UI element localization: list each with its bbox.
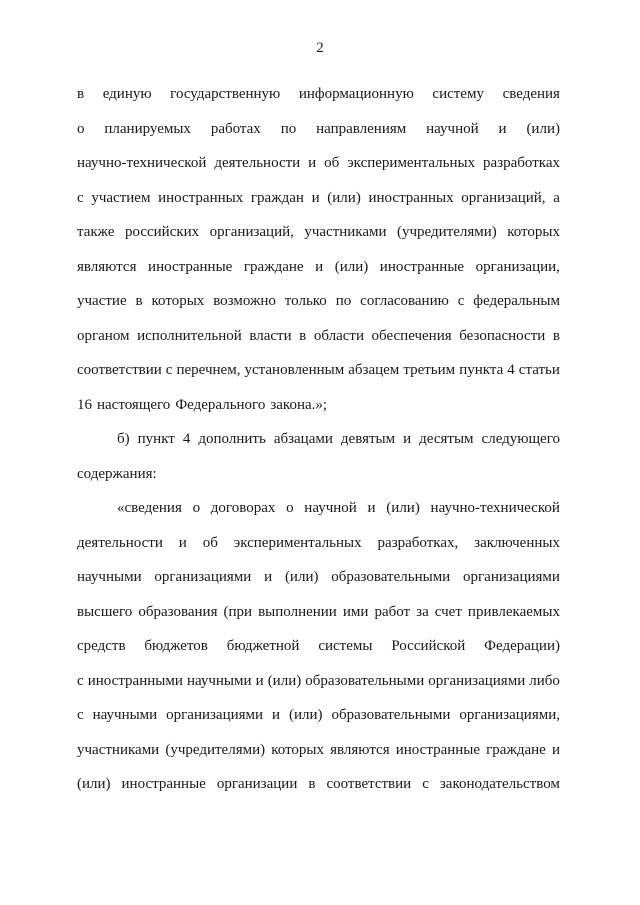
word: счет <box>434 603 462 620</box>
word: высшего <box>77 603 133 620</box>
word: научно-технической <box>430 500 560 516</box>
word: третьим <box>403 362 456 378</box>
text-line <box>77 698 560 733</box>
word: государственную <box>170 86 281 102</box>
word: организациями <box>463 569 560 585</box>
word: организаций, <box>461 189 546 206</box>
word: организациями <box>428 672 526 689</box>
word: девятым <box>340 431 396 447</box>
word: и <box>498 120 507 137</box>
word: являются <box>330 741 390 758</box>
text-line <box>77 319 560 354</box>
word: иностранных <box>158 189 244 206</box>
word: установленным <box>244 362 345 378</box>
word: власти <box>249 327 292 344</box>
text-line <box>77 112 560 147</box>
word: следующего <box>481 431 560 447</box>
text-line <box>77 284 560 319</box>
word: только <box>284 293 327 309</box>
word: выполнении <box>258 603 337 620</box>
word: перечнем, <box>176 362 241 378</box>
text-line <box>77 526 560 561</box>
word: в <box>552 327 560 344</box>
word: иностранные <box>121 776 206 792</box>
word: статьи <box>518 362 560 378</box>
word: планируемых <box>104 120 191 137</box>
word: договорах <box>210 500 276 516</box>
word: по <box>280 120 297 137</box>
word: об <box>202 534 218 551</box>
word: участие <box>77 293 127 309</box>
text-line <box>77 388 560 423</box>
word: б) <box>117 431 130 447</box>
word: организаций, <box>209 224 294 240</box>
word: которых <box>271 741 325 758</box>
word: участниками <box>304 224 387 240</box>
word: привлекаемых <box>467 603 560 620</box>
word: которых <box>151 293 205 309</box>
word: законодательством <box>439 776 560 792</box>
word: граждане <box>243 258 304 275</box>
word: научной <box>426 120 479 137</box>
word: деятельности <box>214 155 301 171</box>
word: (или) <box>288 707 323 723</box>
word: бюджетной <box>226 638 300 654</box>
word: в <box>77 86 85 102</box>
word: единую <box>102 86 152 102</box>
word: систему <box>432 86 484 102</box>
word: разработках, <box>377 534 459 551</box>
word: и <box>255 672 264 689</box>
word: работах <box>210 120 261 137</box>
word: и <box>367 500 376 516</box>
word: о <box>286 500 294 516</box>
word: ими <box>342 603 369 620</box>
word: области <box>313 327 364 344</box>
word: участием <box>91 189 151 206</box>
word: (учредителями) <box>396 224 497 240</box>
word: заключенных <box>474 534 560 551</box>
word: с <box>77 189 84 206</box>
word: и <box>178 534 187 551</box>
word: и <box>315 258 324 275</box>
word: 16 <box>77 396 92 413</box>
text-line <box>77 181 560 216</box>
word: (при <box>223 603 253 620</box>
word: организациями <box>166 707 264 723</box>
word: иностранные <box>379 258 465 275</box>
word: направлениям <box>316 120 407 137</box>
text-line <box>77 77 560 112</box>
word: пункт <box>137 431 175 447</box>
text-line <box>77 422 560 457</box>
word: бюджетов <box>144 638 208 654</box>
word: и <box>403 431 412 447</box>
word: научной <box>304 500 357 516</box>
word: и <box>272 707 281 723</box>
word: граждане <box>486 741 546 758</box>
word: (или) <box>267 672 302 689</box>
word: федеральным <box>473 293 560 309</box>
word: 4 <box>507 362 515 378</box>
word: в <box>308 776 316 792</box>
word: 4 <box>182 431 191 447</box>
word: научными <box>186 672 252 689</box>
word: с <box>77 672 84 689</box>
text-line <box>77 664 560 699</box>
word: соответствии <box>326 776 412 792</box>
word: закона.»; <box>270 396 328 413</box>
word: организации, <box>475 258 560 275</box>
word: о <box>77 120 85 137</box>
word: научными <box>92 707 158 723</box>
word: «сведения <box>117 500 182 516</box>
word: которых <box>507 224 560 240</box>
word: экспериментальных <box>347 155 476 171</box>
word: являются <box>77 258 137 275</box>
word: с <box>165 362 173 378</box>
word: (или) <box>284 569 319 585</box>
word: пункта <box>459 362 504 378</box>
word: средств <box>77 638 126 654</box>
word: согласованию <box>360 293 449 309</box>
word: (или) <box>386 500 420 516</box>
word: также <box>77 224 115 240</box>
word: и <box>551 741 560 758</box>
text-line <box>77 491 560 526</box>
word: иностранных <box>368 189 454 206</box>
word: с <box>422 776 429 792</box>
text-line <box>77 733 560 768</box>
word: иностранные <box>395 741 481 758</box>
word: (учредителями) <box>165 741 266 758</box>
word: (или) <box>334 258 369 275</box>
word: десятым <box>419 431 474 447</box>
word: с <box>77 707 84 723</box>
document-body <box>77 77 560 802</box>
text-line <box>77 250 560 285</box>
word: сведения <box>502 86 560 102</box>
text-line <box>77 215 560 250</box>
word: и <box>308 155 317 171</box>
word: дополнить <box>198 431 266 447</box>
text-line <box>77 146 560 181</box>
text-line <box>77 457 560 492</box>
word: образования <box>138 603 218 620</box>
word: исполнительной <box>137 327 242 344</box>
word: содержания: <box>77 465 157 482</box>
word: по <box>335 293 352 309</box>
word: иностранными <box>87 672 183 689</box>
word: организациями, <box>459 707 560 723</box>
page-number: 2 <box>316 40 324 56</box>
word: об <box>324 155 340 171</box>
word: (или) <box>526 120 560 137</box>
word: (или) <box>327 189 361 206</box>
word: (или) <box>77 776 111 792</box>
word: соответствии <box>77 362 162 378</box>
word: иностранные <box>148 258 233 275</box>
text-line <box>77 595 560 630</box>
word: органом <box>77 327 130 344</box>
word: деятельности <box>77 534 163 551</box>
word: и <box>311 189 320 206</box>
word: настоящего <box>97 396 171 413</box>
word: экспериментальных <box>233 534 362 551</box>
word: граждан <box>250 189 304 206</box>
word: образовательными <box>331 707 451 723</box>
word: организации <box>216 776 298 792</box>
word: разработках <box>483 155 560 171</box>
word: и <box>264 569 273 585</box>
word: обеспечения <box>371 327 452 344</box>
word: в <box>135 293 143 309</box>
word: научными <box>77 569 142 585</box>
text-line <box>77 767 560 802</box>
word: в <box>299 327 307 344</box>
word: либо <box>529 672 560 689</box>
word: научно-технической <box>77 155 207 171</box>
word: абзацами <box>273 431 333 447</box>
word: за <box>416 603 429 620</box>
word: участниками <box>77 741 160 758</box>
word: информационную <box>298 86 414 102</box>
word: работ <box>374 603 411 620</box>
word: Федерального <box>175 396 266 413</box>
word: системы <box>318 638 373 654</box>
word: а <box>553 189 560 206</box>
word: организациями <box>154 569 252 585</box>
word: безопасности <box>459 327 546 344</box>
word: российских <box>124 224 200 240</box>
text-line <box>77 560 560 595</box>
word: Федерации) <box>484 638 560 654</box>
text-line <box>77 353 560 388</box>
word: образовательными <box>331 569 451 585</box>
word: абзацем <box>348 362 400 378</box>
word: Российской <box>391 638 466 654</box>
word: возможно <box>213 293 276 309</box>
word: о <box>192 500 201 516</box>
text-line <box>77 629 560 664</box>
word: образовательными <box>305 672 425 689</box>
word: с <box>457 293 465 309</box>
